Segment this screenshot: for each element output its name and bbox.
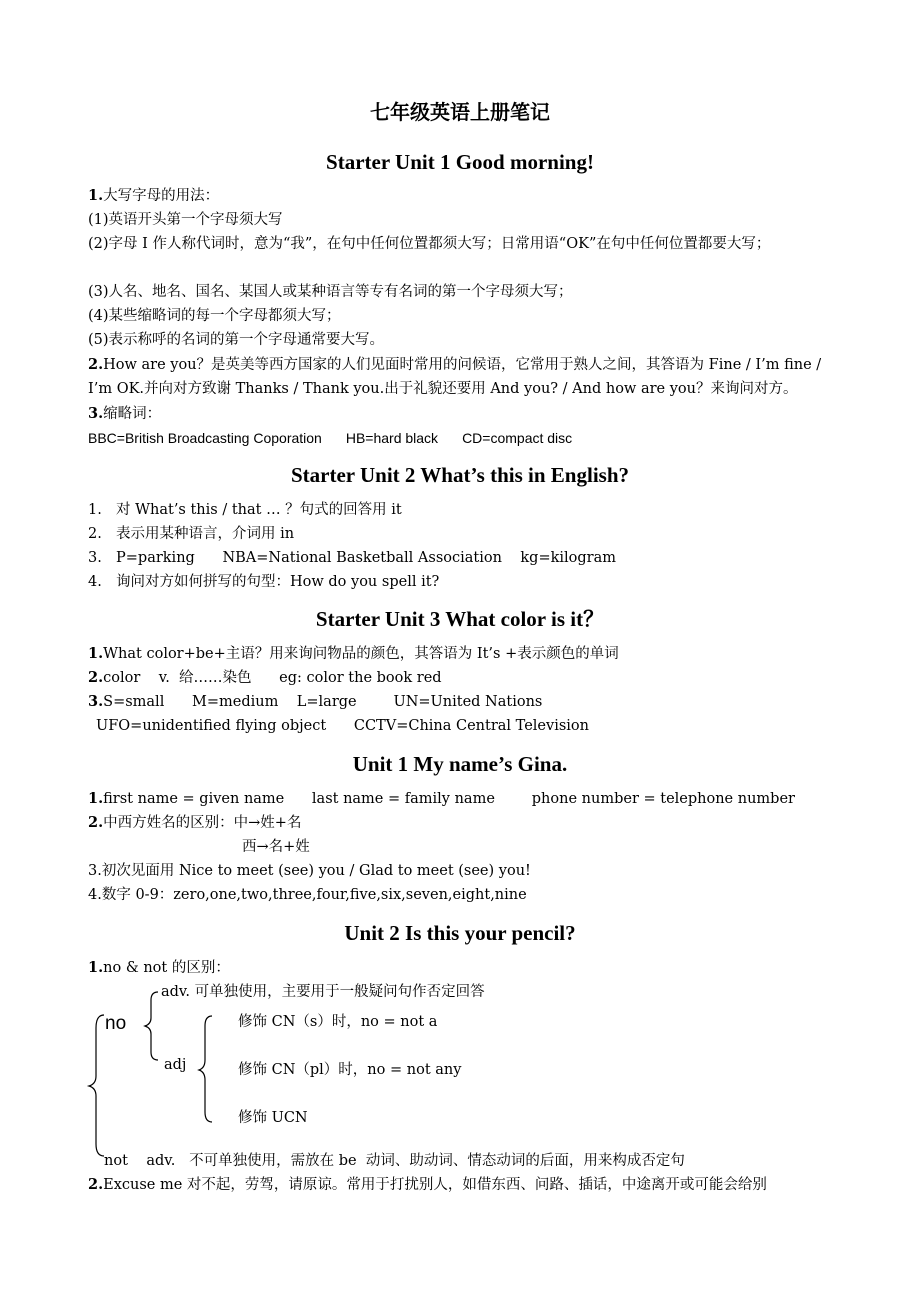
s2-item-3-text: P=parking NBA=National Basketball Association kg=kilogram xyxy=(116,550,617,566)
u2-point-2-number: 2. xyxy=(88,1176,104,1193)
not-usage: not adv. 不可单独使用，需放在 be 动词、助动词、情态动词的后面，用来构成否定句 xyxy=(104,1153,685,1169)
no-adv-usage: adv. 可单独使用，主要用于一般疑问句作否定回答 xyxy=(161,984,485,1000)
u2-point-1-number: 1. xyxy=(88,959,104,976)
s2-item-1-text: 对 What’s this / that … ？句式的回答用 it xyxy=(116,502,402,518)
u2-point-1-text: no & not 的区别： xyxy=(103,960,230,976)
heading-starter-unit-2: Starter Unit 2 What’s this in English? xyxy=(291,463,629,487)
heading-starter-unit-3: Starter Unit 3 What color is it？ xyxy=(315,607,605,631)
s2-item-2-number: 2. xyxy=(88,526,102,542)
s1-point-1-number: 1. xyxy=(88,187,104,204)
heading-unit-1: Unit 1 My name’s Gina. xyxy=(352,752,568,776)
adj-label: adj xyxy=(164,1057,187,1073)
s3-point-3-continued: UFO=unidentified flying object CCTV=China Central Television xyxy=(96,718,589,734)
s1-point-3-text: 缩略词： xyxy=(103,406,162,422)
u1-point-2-number: 2. xyxy=(88,814,104,831)
u1-point-3: 3.初次见面用 Nice to meet (see) you / Glad to meet (see) you! xyxy=(88,863,531,879)
s2-item-1-number: 1. xyxy=(88,502,102,518)
s3-point-3-text: S=small M=medium L=large UN=United Nations xyxy=(103,694,543,710)
no-brace xyxy=(145,992,158,1060)
s1-rule-1: (1)英语开头第一个字母须大写 xyxy=(88,212,283,228)
outer-brace xyxy=(89,1015,104,1156)
s1-rule-4: (4)某些缩略词的每一个字母都须大写； xyxy=(88,308,341,324)
adj-brace xyxy=(199,1016,212,1122)
abbr-hb: HB=hard black xyxy=(345,430,439,446)
adj-usage-cn-singular: 修饰 CN（s）时，no = not a xyxy=(238,1014,438,1030)
adj-usage-ucn: 修饰 UCN xyxy=(238,1110,308,1126)
u1-point-1-number: 1. xyxy=(88,790,104,807)
u1-point-2-text: 中西方姓名的区别：中→姓+名 xyxy=(103,815,302,831)
s3-point-1-number: 1. xyxy=(88,645,104,662)
u1-point-1-text: first name = given name last name = family name phone number = telephone number xyxy=(103,791,795,807)
s1-point-3-number: 3. xyxy=(88,405,104,422)
s1-point-1-text: 大写字母的用法： xyxy=(103,188,220,204)
document-title: 七年级英语上册笔记 xyxy=(370,100,550,124)
s3-point-2-number: 2. xyxy=(88,669,104,686)
s1-point-2-text: How are you？是英美等西方国家的人们见面时常用的问候语，它常用于熟人之间，其答语为 Fine / I’m fine / I’m OK.并向对方致谢 Thanks / Thank you.出于礼貌还要用 And you? / And how are you？来询问对方。 xyxy=(88,357,822,397)
heading-unit-2: Unit 2 Is this your pencil? xyxy=(344,921,576,945)
s2-item-3-number: 3. xyxy=(88,550,102,566)
adj-usage-cn-plural: 修饰 CN（pl）时，no = not any xyxy=(238,1062,462,1078)
s1-rule-3: (3)人名、地名、国名、某国人或某种语言等专有名词的第一个字母须大写； xyxy=(88,284,573,300)
heading-starter-unit-1: Starter Unit 1 Good morning! xyxy=(326,150,594,174)
abbr-bbc: BBC=British Broadcasting Coporation xyxy=(88,430,322,446)
s1-rule-5: (5)表示称呼的名词的第一个字母通常要大写。 xyxy=(88,332,385,348)
u1-point-4: 4.数字 0-9：zero,one,two,three,four,five,six,seven,eight,nine xyxy=(88,887,527,903)
s2-item-4-text: 询问对方如何拼写的句型：How do you spell it? xyxy=(116,574,440,590)
s3-point-1-text: What color+be+主语？用来询问物品的颜色，其答语为 It’s +表示颜色的单词 xyxy=(103,646,619,662)
u1-point-2-western: 西→名+姓 xyxy=(242,839,310,855)
s1-rule-2: (2)字母 I 作人称代词时，意为“我”，在句中任何位置都须大写；日常用语“OK”在句中任何位置都要大写； xyxy=(88,236,771,252)
u2-point-2 xyxy=(88,1175,767,1195)
s1-point-2-number: 2. xyxy=(88,356,104,373)
s3-point-2-text: color v. 给……染色 eg: color the book red xyxy=(103,670,442,686)
s2-item-2-text: 表示用某种语言，介词用 in xyxy=(116,526,295,542)
s3-point-3-number: 3. xyxy=(88,693,104,710)
abbr-cd: CD=compact disc xyxy=(462,430,573,446)
no-label: no xyxy=(105,1013,127,1034)
u2-point-2-text: Excuse me 对不起，劳驾，请原谅。常用于打扰别人，如借东西、问路、插话，中途离开或可能会给别 xyxy=(103,1177,767,1193)
s2-item-4-number: 4. xyxy=(88,574,102,590)
